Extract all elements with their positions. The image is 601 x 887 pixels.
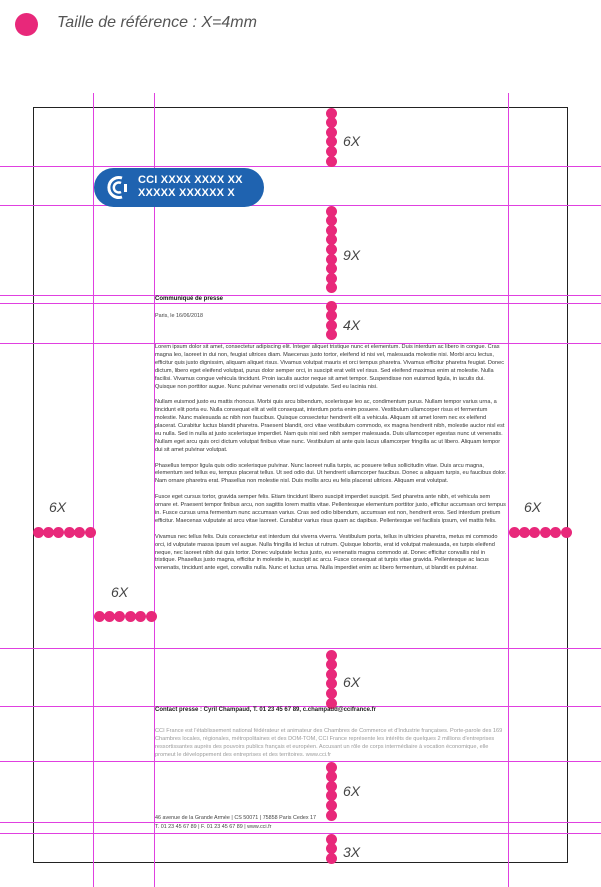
margin-dot-icon bbox=[326, 156, 337, 167]
margin-dot-icon bbox=[519, 527, 530, 538]
document-title: Communiqué de presse bbox=[155, 296, 224, 302]
margin-label-bottom: 3X bbox=[343, 844, 361, 860]
margin-dot-icon bbox=[114, 611, 125, 622]
body-paragraph: Lorem ipsum dolor sit amet, consectetur adipiscing elit. Integer aliquet tristique nunc et elementum. Duis interdum ac libero in congue. Cras magna leo, laoreet in dui non, feugiat ultrices diam. Maecenas justo tortor, eleifend id nisi vel, malesuada molestie nisi. Morbi arcu lectus, efficitur quis justo dignissim, aliquam aliquet risus. Vivamus volutpat mauris et orci tempus pharetra. Vivamus efficitur pharetra feugiat. Donec dictum, libero eget eleifend volutpat, purus dolor semper orci, in suscipit erat velit vel risus. Sed eleifend maximus enim at molestie. Nulla facilisi. Vivamus congue vehicula tincidunt. Proin iaculis auctor neque sit amet tempor. Suspendisse non euismod ligula, in iaculis dui. Quisque non porttitor augue. Nunc pulvinar venenatis orci id vulputate. Sed eu lacinia nisi. bbox=[155, 344, 505, 390]
margin-dot-icon bbox=[53, 527, 64, 538]
margin-label-top: 6X bbox=[343, 133, 361, 149]
margin-dot-icon bbox=[326, 329, 337, 340]
margin-dot-icon bbox=[104, 611, 115, 622]
logo-line-1: CCI XXXX XXXX XX bbox=[138, 174, 243, 186]
guide-line-vertical bbox=[508, 93, 509, 887]
body-paragraph: Fusce eget cursus tortor, gravida semper felis. Etiam tincidunt libero suscipit imperdiet suscipit. Sed pharetra ante nibh, et vehicula sem ornare et. Praesent tempor finibus arcu, non sagittis lorem mattis vitae. Pellentesque elementum porttitor justo, efficitur accumsan orci tempus in. Fusce cursus urna fermentum nunc accumsan varius. Cras sed odio bibendum, accumsan est non, hendrerit eros. Sed interdum pretium efficitur. Maecenas vulputate at arcu vitae laoreet. Curabitur varius risus quam ac dapibus. Pellentesque vel facilisis ipsum, vel mattis felis. bbox=[155, 494, 506, 524]
guide-line-horizontal bbox=[0, 303, 601, 304]
margin-label-about-address: 6X bbox=[343, 783, 361, 799]
guide-line-horizontal bbox=[0, 822, 601, 823]
margin-label-body-contact: 6X bbox=[343, 674, 361, 690]
body-paragraph: Vivamus nec tellus felis. Duis consectetur est interdum dui viverra viverra. Vestibulum porta, tellus in ultricies pharetra, metus mi commodo orci, id vulputate massa ipsum vel augue. Nulla fringilla id lectus ut rutrum. Quisque lobortis, erat id volutpat malesuada, ex turpis eleifend neque, nec laoreet nibh dui quis tortor. Donec vulputate lectus justo, eu venenatis magna commodo at. Donec efficitur convallis nisl in tristique. Phasellus justo magna, efficitur in molestie in, suscipit ac arcu. Fusce consequat at turpis vitae gravida. Pellentesque ac lacus venenatis, tincidunt ante eget, convallis nulla. Nunc et luctus urna. Nulla imperdiet enim ac libero fermentum, ut blandit ex pulvinar. bbox=[155, 533, 498, 572]
margin-dot-icon bbox=[550, 527, 561, 538]
margin-label-indent: 6X bbox=[111, 584, 129, 600]
address-line-1: 46 avenue de la Grande Armée | CS 50071 | 75858 Paris Cedex 17 bbox=[155, 815, 317, 821]
guide-line-horizontal bbox=[0, 648, 601, 649]
margin-label-right: 6X bbox=[524, 499, 542, 515]
guide-line-horizontal bbox=[0, 833, 601, 834]
body-paragraph: Phasellus tempor ligula quis odio scelerisque pulvinar. Nunc laoreet nulla turpis, ac posuere tellus sollicitudin vitae. Duis arcu magna, elementum sed tellus eu, tempus placerat tellus. Ut sed odio dui. Ut hendrerit ullamcorper faucibus. Donec a aliquam turpis, eu faucibus dolor. Nam ornare pharetra erat. Phasellus non molestie nisl. Duis mollis arcu eu felis placerat ultrices. Aliquam erat volutpat. bbox=[155, 462, 507, 485]
margin-dot-icon bbox=[64, 527, 75, 538]
cci-logo bbox=[94, 168, 264, 207]
margin-dot-icon bbox=[135, 611, 146, 622]
margin-dot-icon bbox=[529, 527, 540, 538]
guide-line-horizontal bbox=[0, 205, 601, 206]
address-line-2: T. 01 23 45 67 89 | F. 01 23 45 67 89 | www.cci.fr bbox=[155, 824, 272, 830]
guide-line-horizontal bbox=[0, 166, 601, 167]
reference-label: Taille de référence : X=4mm bbox=[57, 14, 257, 31]
margin-dot-icon bbox=[74, 527, 85, 538]
margin-label-left: 6X bbox=[49, 499, 67, 515]
margin-dot-icon bbox=[85, 527, 96, 538]
margin-dot-icon bbox=[33, 527, 44, 538]
reference-dot-icon bbox=[15, 13, 38, 36]
cci-logo-icon bbox=[104, 174, 132, 201]
guide-line-horizontal bbox=[0, 295, 601, 296]
margin-dot-icon bbox=[94, 611, 105, 622]
guide-line-vertical bbox=[93, 93, 94, 887]
document-date: Paris, le 16/06/2018 bbox=[155, 313, 203, 319]
margin-dot-icon bbox=[326, 282, 337, 293]
margin-dot-icon bbox=[326, 810, 337, 821]
about-text: CCI France est l'établissement national fédérateur et animateur des Chambres de Commerce et d'Industrie françaises. Porte-parole des 169 Chambres locales, régionales, métropolitaines et des DOM-TOM, CCI France représente les intérêts de quelques 2 millions d'entreprises ressortissantes auprès des pouvoirs publics français et européen. Accusant un rôle de corps intermédiaire à vocation économique, elle promeut le développement des entreprises et des territoires. www.cci.fr bbox=[155, 728, 503, 758]
margin-label-logo-title: 9X bbox=[343, 247, 361, 263]
margin-label-date-body: 4X bbox=[343, 317, 361, 333]
margin-dot-icon bbox=[509, 527, 520, 538]
logo-line-2: XXXXX XXXXXX X bbox=[138, 187, 235, 199]
guide-line-horizontal bbox=[0, 761, 601, 762]
press-contact: Contact presse : Cyril Champaud, T. 01 23 45 67 89, c.champaud@ccifrance.fr bbox=[155, 707, 376, 713]
document-body bbox=[155, 344, 507, 647]
margin-dot-icon bbox=[326, 853, 337, 864]
margin-dot-icon bbox=[43, 527, 54, 538]
margin-dot-icon bbox=[561, 527, 572, 538]
margin-dot-icon bbox=[540, 527, 551, 538]
body-paragraph: Nullam euismod justo eu mattis rhoncus. Morbi quis arcu bibendum, scelerisque leo ac, condimentum purus. Nullam tempor varius urna, a tincidunt elit porta eu. Nulla consequat elit at velit consequat, interdum porta enim posuere. Vestibulum ullamcorper risus et fermentum molestie. Nunc malesuada ac nibh non faucibus. Quisque consectetur hendrerit elit a vehicula. Aliquam sit amet lorem nec ex eleifend placerat. Curabitur luctus blandit pharetra. Praesent blandit, orci vitae vestibulum commodo, ex magna hendrerit nibh, molestie auctor nisl est eu nulla. Sed in nulla at justo scelerisque imperdiet. Nam quis nisi sed nibh semper malesuada. Duis ullamcorper egestas nunc ut venenatis. Nullam eget arcu quis orci dictum volutpat finibus vitae nunc. Vestibulum at ante quis lacus ullamcorper fringilla ac ut libero. Aliquam tempor dui sit amet pulvinar volutpat. bbox=[155, 399, 505, 453]
margin-dot-icon bbox=[125, 611, 136, 622]
